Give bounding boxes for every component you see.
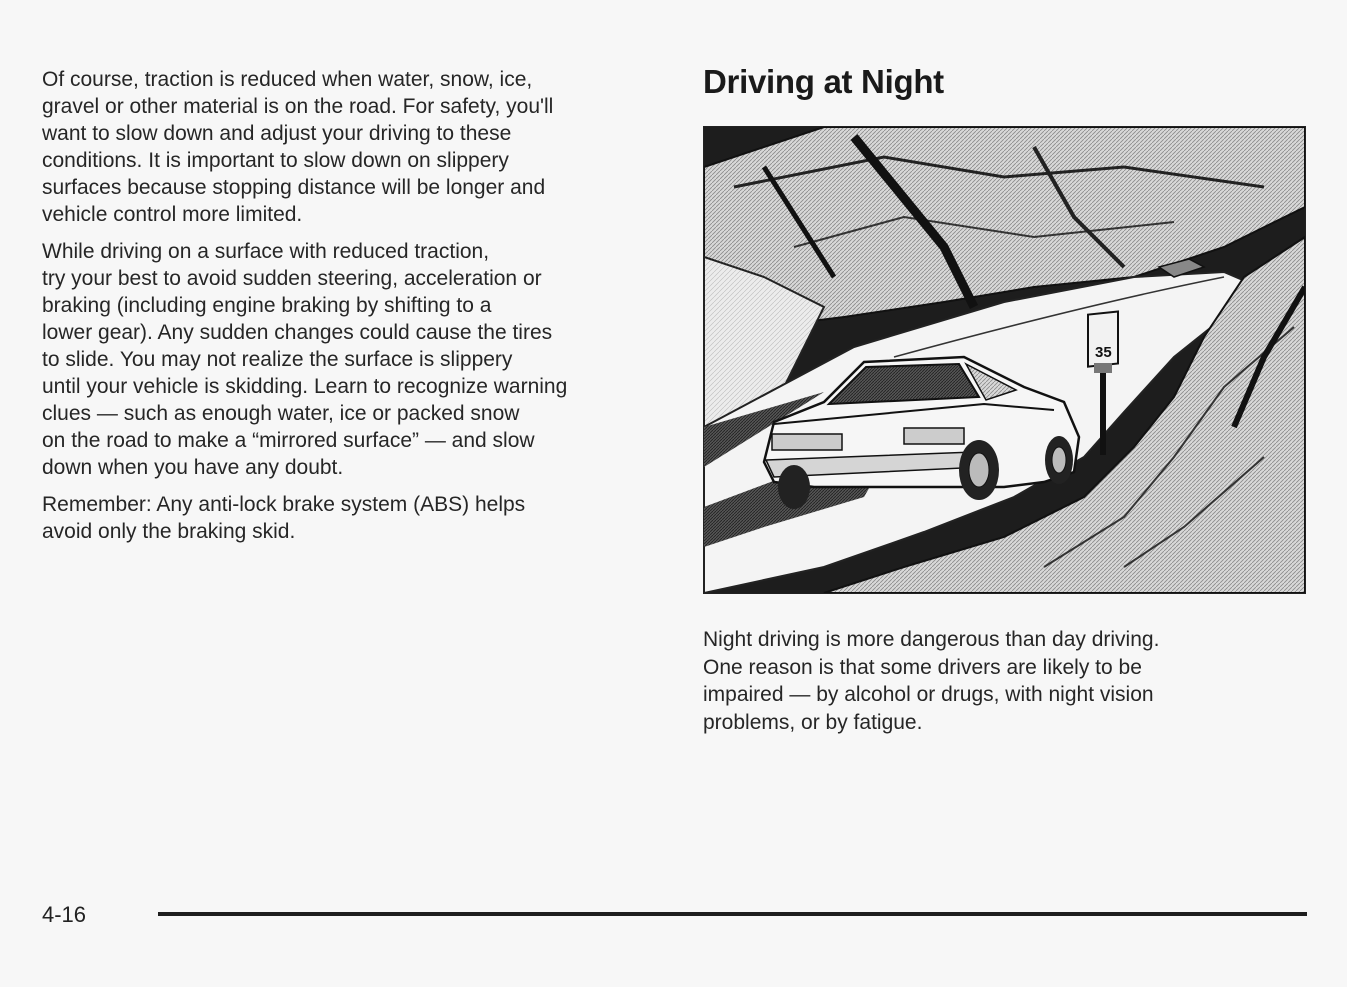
page-number: 4-16 (42, 902, 87, 927)
speed-sign-text: 35 (1095, 344, 1112, 361)
paragraph-traction: Of course, traction is reduced when water, snow, ice, gravel or other material is on the road. For safety, you'll want to slow down and adjust your driving to these conditions. It is important to slow down on slippery surfaces because stopping distance will be longer and vehicle control more limited. (42, 68, 554, 226)
footer-rule (158, 912, 1307, 916)
night-driving-illustration (703, 126, 1306, 594)
paragraph-abs-reminder: Remember: Any anti-lock brake system (ABS) helps avoid only the braking skid. (42, 493, 526, 543)
right-column (703, 60, 1307, 104)
section-heading: Driving at Night (703, 63, 944, 100)
paragraph-reduced-traction: While driving on a surface with reduced traction, try your best to avoid sudden steering, acceleration or braking (including engine braking by shifting to a lower gear). Any sudden changes could cause the tires to slide. You may not realize the surface is slippery until your vehicle is skidding. Learn to recognize warning clues — such as enough water, ice or packed snow on the road to make a “mirrored surface” — and slow down when you have any doubt. (42, 240, 568, 479)
left-column (42, 66, 662, 555)
illustration-caption: Night driving is more dangerous than day driving. One reason is that some drivers are likely to be impaired — by alcohol or drugs, with night vision problems, or by fatigue. (703, 628, 1160, 734)
